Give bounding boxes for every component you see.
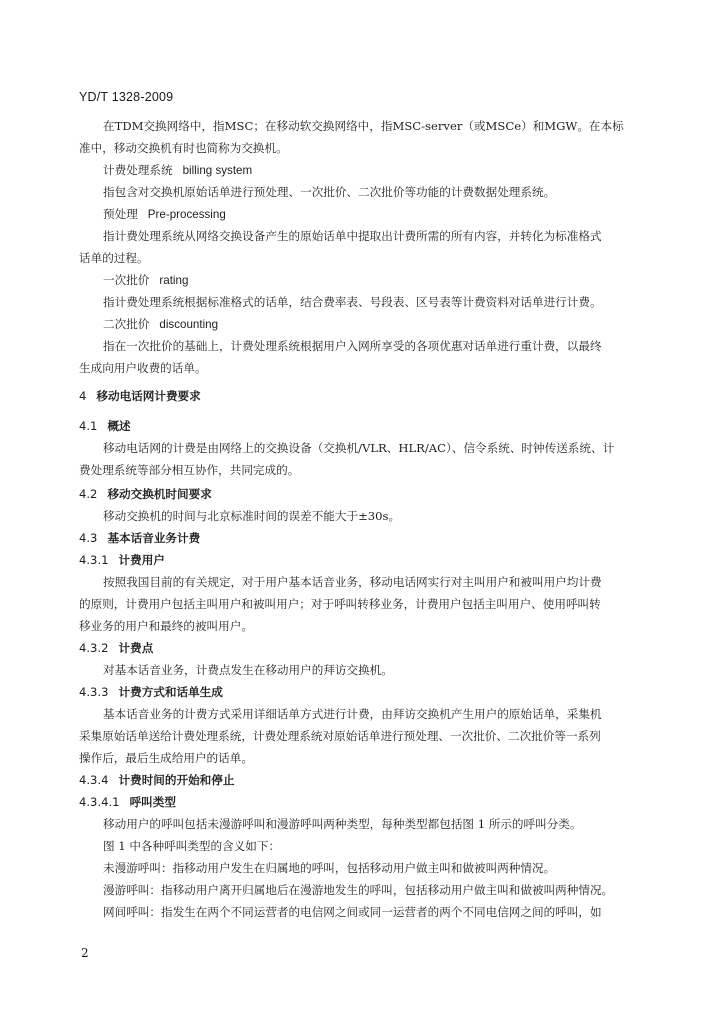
section-number: 4.3.1 <box>79 553 109 567</box>
section-number: 4 <box>79 389 87 403</box>
paragraph-line: 移动用户的呼叫包括未漫游呼叫和漫游呼叫两种类型，每种类型都包括图 1 所示的呼叫分类。 <box>103 817 582 831</box>
section-title: 概述 <box>107 419 131 433</box>
paragraph-line: 生成向用户收费的话单。 <box>79 361 207 375</box>
section-title: 计费方式和话单生成 <box>118 685 223 699</box>
paragraph-line: 指在一次批价的基础上，计费处理系统根据用户入网所享受的各项优惠对话单进行重计费，以最终 <box>103 339 602 353</box>
paragraph-line: 漫游呼叫：指移动用户离开归属地后在漫游地发生的呼叫，包括移动用户做主叫和做被叫两种情况。 <box>103 883 614 897</box>
section-heading-4-3 <box>79 530 663 546</box>
term-en: rating <box>159 274 189 287</box>
paragraph-line: 基本话音业务的计费方式采用详细话单方式进行计费，由拜访交换机产生用户的原始话单，采集机 <box>103 707 602 721</box>
section-number: 4.3.2 <box>79 641 109 655</box>
section-heading-4-1 <box>79 418 663 434</box>
section-heading-4 <box>79 388 663 404</box>
paragraph-line: 操作后，最后生成给用户的话单。 <box>79 751 253 765</box>
paragraph-line: 移动电话网的计费是由网络上的交换设备（交换机/VLR、HLR/AC）、信令系统、时钟传送系统、计 <box>103 441 615 455</box>
section-heading-4-3-4 <box>79 772 663 788</box>
paragraph-line: 话单的过程。 <box>79 251 149 265</box>
paragraph-line: 指计费处理系统从网络交换设备产生的原始话单中提取出计费所需的所有内容，并转化为标准格式 <box>103 229 602 243</box>
paragraph-line: 费处理系统等部分相互协作，共同完成的。 <box>79 463 300 477</box>
term-en: billing system <box>182 164 253 177</box>
paragraph-line: 移业务的用户和最终的被叫用户。 <box>79 619 253 633</box>
paragraph-line: 网间呼叫：指发生在两个不同运营者的电信网之间或同一运营者的两个不同电信网之间的呼叫，如 <box>103 905 602 919</box>
document-id-header: YD/T 1328-2009 <box>79 90 174 104</box>
term-billing-system <box>103 162 663 179</box>
section-number: 4.1 <box>79 419 98 433</box>
term-discounting <box>103 316 663 333</box>
paragraph-line: 对基本话音业务，计费点发生在移动用户的拜访交换机。 <box>103 663 393 677</box>
term-en: discounting <box>159 318 219 331</box>
section-heading-4-2 <box>79 486 663 502</box>
paragraph-line: 指计费处理系统根据标准格式的话单，结合费率表、号段表、区号表等计费资料对话单进行计费。 <box>103 295 602 309</box>
section-title: 计费用户 <box>118 553 165 567</box>
section-number: 4.3.4.1 <box>79 795 120 809</box>
paragraph-line: 指包含对交换机原始话单进行预处理、一次批价、二次批价等功能的计费数据处理系统。 <box>103 185 556 199</box>
page-number: 2 <box>81 946 89 960</box>
section-title: 计费点 <box>118 641 154 655</box>
paragraph-line: 未漫游呼叫：指移动用户发生在归属地的呼叫，包括移动用户做主叫和做被叫两种情况。 <box>103 861 556 875</box>
paragraph-line: 图 1 中各种呼叫类型的含义如下： <box>103 839 281 853</box>
term-en: Pre-processing <box>147 208 226 221</box>
section-heading-4-3-4-1 <box>79 794 663 810</box>
paragraph-line: 采集原始话单送给计费处理系统，计费处理系统对原始话单进行预处理、一次批价、二次批价等一系列 <box>79 729 601 743</box>
section-number: 4.3.3 <box>79 685 109 699</box>
paragraph-line: 的原则，计费用户包括主叫用户和被叫用户；对于呼叫转移业务，计费用户包括主叫用户、使用呼叫转 <box>79 597 601 611</box>
term-zh: 计费处理系统 <box>103 163 173 177</box>
paragraph-line: 按照我国目前的有关规定，对于用户基本话音业务，移动电话网实行对主叫用户和被叫用户均计费 <box>103 575 602 589</box>
paragraph-line: 在TDM交换网络中，指MSC；在移动软交换网络中，指MSC-server（或MSCe）和MGW。在本标 <box>103 119 624 133</box>
section-title: 基本话音业务计费 <box>107 531 201 545</box>
term-rating <box>103 272 663 289</box>
section-heading-4-3-3 <box>79 684 663 700</box>
section-number: 4.3.4 <box>79 773 109 787</box>
term-zh: 预处理 <box>103 207 138 221</box>
section-heading-4-3-2 <box>79 640 663 656</box>
section-number: 4.2 <box>79 487 98 501</box>
term-zh: 二次批价 <box>103 317 150 331</box>
paragraph-line: 移动交换机的时间与北京标准时间的误差不能大于±30s。 <box>103 509 401 523</box>
section-number: 4.3 <box>79 531 98 545</box>
section-heading-4-3-1 <box>79 552 663 568</box>
term-zh: 一次批价 <box>103 273 150 287</box>
section-title: 移动交换机时间要求 <box>107 487 212 501</box>
paragraph-line: 准中，移动交换机有时也简称为交换机。 <box>79 141 288 155</box>
section-title: 计费时间的开始和停止 <box>118 773 235 787</box>
term-pre-processing <box>103 206 663 223</box>
section-title: 移动电话网计费要求 <box>96 389 201 403</box>
section-title: 呼叫类型 <box>129 795 176 809</box>
